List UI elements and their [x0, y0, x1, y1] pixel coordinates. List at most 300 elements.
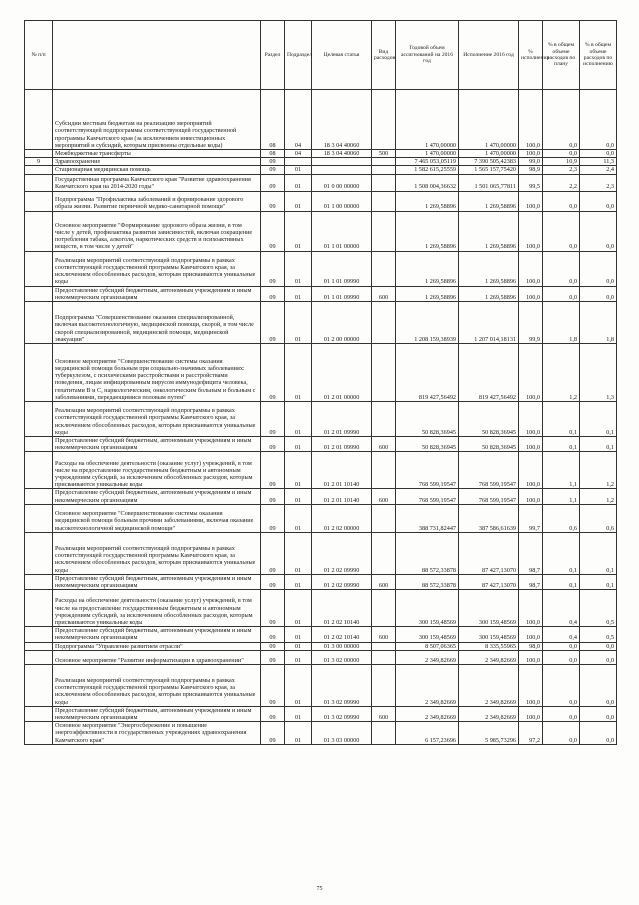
cell-razdel: 09 — [261, 158, 285, 166]
cell-name: Стационарная медицинская помощь — [53, 166, 261, 174]
cell-vid-rashodov: 600 — [372, 627, 396, 642]
cell-razdel: 09 — [261, 174, 285, 191]
cell-vid-rashodov — [372, 211, 396, 251]
cell-razdel: 09 — [261, 642, 285, 650]
cell-cel-statya — [312, 166, 372, 174]
cell-ispolnenie: 1 269,58896 — [459, 211, 519, 251]
cell-razdel: 09 — [261, 302, 285, 344]
cell-name: Субсидии местным бюджетам на реализацию мероприятий соответствующей подпрограммы соответствующей государственной программы Камчатского края (за исключением инвестиционных мероприятий и субсидий, которым присвоены отдельные коды) — [53, 90, 261, 150]
cell-ispolnenie: 1 269,58896 — [459, 286, 519, 301]
cell-plan: 6 157,23696 — [396, 722, 459, 745]
table-row — [25, 706, 617, 721]
cell-podrazdel: 01 — [285, 627, 312, 642]
cell-ispolnenie: 1 501 065,77811 — [459, 174, 519, 191]
cell-num — [25, 90, 53, 150]
cell-pct-isp-total: 0,1 — [580, 532, 617, 574]
cell-pct-isp-total: 0,5 — [580, 590, 617, 627]
cell-name: Подпрограмма "Профилактика заболеваний и формирование здорового образа жизни. Развитие первичной медико-санитарной помощи" — [53, 191, 261, 211]
cell-podrazdel: 01 — [285, 722, 312, 745]
table-row — [25, 191, 617, 211]
cell-vid-rashodov — [372, 344, 396, 402]
cell-plan: 88 572,33878 — [396, 532, 459, 574]
cell-plan: 300 159,48569 — [396, 590, 459, 627]
cell-pct-plan: 0,1 — [543, 402, 580, 437]
cell-plan: 1 470,00000 — [396, 90, 459, 150]
header-vid-rashodov: Вид расходов — [372, 21, 396, 90]
cell-pct-plan: 1,1 — [543, 452, 580, 489]
cell-pct-plan: 0,1 — [543, 574, 580, 589]
cell-cel-statya: 01 2 02 09990 — [312, 532, 372, 574]
cell-pct-plan: 2,3 — [543, 166, 580, 174]
cell-name: Основное мероприятие "Формирование здорового образа жизни, в том числе у детей, профилактика развития зависимостей, включая сокращение потребления табака, алкоголя, наркотических средств и психоактивных веществ, в том числе у детей" — [53, 211, 261, 251]
cell-vid-rashodov — [372, 90, 396, 150]
cell-num — [25, 722, 53, 745]
cell-podrazdel: 01 — [285, 642, 312, 650]
cell-podrazdel: 01 — [285, 706, 312, 721]
table-row — [25, 158, 617, 166]
cell-name: Основное мероприятие "Совершенствование системы оказания медицинской помощи больным при социально-значимых заболеваниях: туберкулезом, с психическими расстройствами и расстройствами поведения, лицам инфицированным вирусом иммунодефицита человека, гепатитами В и С, наркологическим, онкологическим больным и больным с заболеваниями, передающимися половым путем" — [53, 344, 261, 402]
cell-vid-rashodov: 600 — [372, 489, 396, 504]
cell-vid-rashodov — [372, 158, 396, 166]
cell-razdel: 09 — [261, 286, 285, 301]
cell-razdel: 09 — [261, 532, 285, 574]
cell-plan: 1 269,58896 — [396, 286, 459, 301]
cell-num — [25, 706, 53, 721]
cell-razdel: 09 — [261, 706, 285, 721]
table-row — [25, 402, 617, 437]
cell-cel-statya: 01 2 01 09990 — [312, 402, 372, 437]
cell-vid-rashodov — [372, 174, 396, 191]
cell-pct-isp-total: 2,4 — [580, 166, 617, 174]
cell-ispolnenie: 7 390 505,42383 — [459, 158, 519, 166]
cell-ispolnenie: 768 599,19547 — [459, 489, 519, 504]
cell-plan: 388 731,82447 — [396, 504, 459, 532]
cell-razdel: 09 — [261, 590, 285, 627]
cell-cel-statya: 18 3 04 40060 — [312, 150, 372, 158]
cell-name: Предоставление субсидий бюджетным, автономным учреждениям и иным некоммерческим организациям — [53, 574, 261, 589]
cell-name: Предоставление субсидий бюджетным, автономным учреждениям и иным некоммерческим организациям — [53, 286, 261, 301]
cell-plan: 819 427,56492 — [396, 344, 459, 402]
cell-razdel: 09 — [261, 650, 285, 664]
cell-name: Предоставление субсидий бюджетным, автономным учреждениям и иным некоммерческим организациям — [53, 489, 261, 504]
cell-pct-plan: 0,1 — [543, 437, 580, 452]
table-row — [25, 452, 617, 489]
cell-ispolnenie: 8 335,55965 — [459, 642, 519, 650]
cell-vid-rashodov — [372, 722, 396, 745]
cell-name: Межбюджетные трансферты — [53, 150, 261, 158]
cell-vid-rashodov — [372, 504, 396, 532]
cell-cel-statya: 01 2 00 00000 — [312, 302, 372, 344]
cell-vid-rashodov — [372, 590, 396, 627]
cell-name: Подпрограмма "Совершенствование оказания специализированной, включая высокотехнологичную, медицинской помощи, скорой, в том числе скорой специализированной, медицинской помощи, медицинской эвакуации" — [53, 302, 261, 344]
table-row — [25, 642, 617, 650]
cell-pct-isp: 99,0 — [519, 158, 543, 166]
cell-ispolnenie: 768 599,19547 — [459, 452, 519, 489]
cell-ispolnenie: 2 349,82669 — [459, 706, 519, 721]
cell-plan: 1 508 004,36632 — [396, 174, 459, 191]
budget-table — [24, 20, 617, 745]
cell-plan: 2 349,82669 — [396, 650, 459, 664]
cell-plan: 1 208 159,38939 — [396, 302, 459, 344]
cell-num — [25, 344, 53, 402]
cell-pct-isp: 100,0 — [519, 211, 543, 251]
cell-ispolnenie: 1 207 014,18131 — [459, 302, 519, 344]
cell-podrazdel: 04 — [285, 90, 312, 150]
cell-vid-rashodov — [372, 166, 396, 174]
cell-pct-plan: 0,0 — [543, 706, 580, 721]
header-ispolnenie: Исполнение 2016 год — [459, 21, 519, 90]
cell-name: Основное мероприятие "Энергосбережение и повышение энергоэффективности в государственных учреждениях здравоохранения Камчатского края" — [53, 722, 261, 745]
cell-cel-statya: 01 0 00 00000 — [312, 174, 372, 191]
cell-pct-isp: 99,9 — [519, 302, 543, 344]
cell-pct-plan: 0,0 — [543, 211, 580, 251]
cell-name: Реализация мероприятий соответствующей подпрограммы в рамках соответствующей государственной программы Камчатского края, за исключением обособленных расходов, которым присваиваются уникальные коды — [53, 664, 261, 706]
cell-razdel: 09 — [261, 627, 285, 642]
cell-pct-isp: 100,0 — [519, 344, 543, 402]
cell-cel-statya: 01 3 00 00000 — [312, 642, 372, 650]
cell-razdel: 09 — [261, 166, 285, 174]
header-podrazdel: Подраздел — [285, 21, 312, 90]
cell-pct-isp-total: 0,0 — [580, 90, 617, 150]
cell-pct-plan: 1,8 — [543, 302, 580, 344]
cell-pct-isp: 100,0 — [519, 402, 543, 437]
cell-plan: 50 828,36945 — [396, 437, 459, 452]
cell-pct-plan: 0,0 — [543, 90, 580, 150]
cell-pct-isp: 99,7 — [519, 504, 543, 532]
cell-plan: 768 599,19547 — [396, 452, 459, 489]
cell-num — [25, 211, 53, 251]
cell-pct-isp-total: 1,2 — [580, 489, 617, 504]
cell-cel-statya: 01 2 01 10140 — [312, 452, 372, 489]
cell-podrazdel: 01 — [285, 489, 312, 504]
cell-plan: 2 349,82669 — [396, 706, 459, 721]
cell-plan: 50 828,36945 — [396, 402, 459, 437]
cell-vid-rashodov: 600 — [372, 286, 396, 301]
header-cel-statya: Целевая статья — [312, 21, 372, 90]
cell-num — [25, 627, 53, 642]
table-row — [25, 174, 617, 191]
table-row — [25, 532, 617, 574]
cell-ispolnenie: 387 586,61639 — [459, 504, 519, 532]
cell-pct-isp: 100,0 — [519, 191, 543, 211]
cell-pct-isp-total: 1,3 — [580, 344, 617, 402]
cell-razdel: 09 — [261, 437, 285, 452]
cell-cel-statya: 01 1 01 09990 — [312, 286, 372, 301]
table-body — [25, 90, 617, 745]
cell-num — [25, 489, 53, 504]
cell-name: Здравоохранение — [53, 158, 261, 166]
cell-pct-isp: 100,0 — [519, 437, 543, 452]
cell-cel-statya: 01 3 02 09990 — [312, 706, 372, 721]
cell-vid-rashodov — [372, 191, 396, 211]
header-name — [53, 21, 261, 90]
cell-ispolnenie: 1 565 157,75420 — [459, 166, 519, 174]
cell-cel-statya: 01 2 02 10140 — [312, 590, 372, 627]
cell-pct-plan: 0,1 — [543, 532, 580, 574]
cell-cel-statya: 01 3 02 09990 — [312, 664, 372, 706]
cell-name: Основное мероприятие "Развитие информатизации в здравоохранении" — [53, 650, 261, 664]
table-row — [25, 344, 617, 402]
cell-podrazdel: 01 — [285, 574, 312, 589]
cell-ispolnenie: 300 159,48569 — [459, 590, 519, 627]
table-row — [25, 489, 617, 504]
header-pct-plan: % в общем объеме расходов по плану — [543, 21, 580, 90]
cell-ispolnenie: 1 470,00000 — [459, 150, 519, 158]
cell-podrazdel: 01 — [285, 650, 312, 664]
cell-cel-statya: 01 3 03 00000 — [312, 722, 372, 745]
cell-podrazdel: 01 — [285, 664, 312, 706]
cell-vid-rashodov — [372, 664, 396, 706]
cell-ispolnenie: 87 427,13070 — [459, 574, 519, 589]
cell-name: Подпрограмма "Управление развитием отрасли" — [53, 642, 261, 650]
cell-pct-isp-total: 0,6 — [580, 504, 617, 532]
cell-cel-statya: 01 2 02 00000 — [312, 504, 372, 532]
cell-vid-rashodov — [372, 452, 396, 489]
table-row — [25, 286, 617, 301]
cell-name: Предоставление субсидий бюджетным, автономным учреждениям и иным некоммерческим организациям — [53, 706, 261, 721]
cell-name: Основное мероприятие "Совершенствование системы оказания медицинской помощи больным прочими заболеваниями, включая оказание высокотехнологичной медицинской помощи" — [53, 504, 261, 532]
header-num: № п/п — [25, 21, 53, 90]
cell-pct-isp: 100,0 — [519, 627, 543, 642]
cell-ispolnenie: 50 828,36945 — [459, 437, 519, 452]
cell-razdel: 08 — [261, 90, 285, 150]
cell-razdel: 09 — [261, 344, 285, 402]
cell-pct-plan: 0,0 — [543, 286, 580, 301]
cell-pct-plan: 0,0 — [543, 650, 580, 664]
table-row — [25, 437, 617, 452]
cell-ispolnenie: 50 828,36945 — [459, 402, 519, 437]
cell-vid-rashodov: 600 — [372, 574, 396, 589]
table-row — [25, 590, 617, 627]
table-row — [25, 302, 617, 344]
header-pct-isp: % исполнения — [519, 21, 543, 90]
cell-pct-plan: 1,2 — [543, 344, 580, 402]
cell-razdel: 09 — [261, 574, 285, 589]
cell-num: 9 — [25, 158, 53, 166]
cell-plan: 1 582 615,25559 — [396, 166, 459, 174]
cell-pct-isp: 99,5 — [519, 174, 543, 191]
cell-pct-isp-total: 11,3 — [580, 158, 617, 166]
table-row — [25, 650, 617, 664]
cell-pct-isp-total: 0,0 — [580, 150, 617, 158]
table-row — [25, 574, 617, 589]
cell-cel-statya: 01 2 02 10140 — [312, 627, 372, 642]
cell-cel-statya: 01 1 01 09990 — [312, 251, 372, 286]
cell-pct-plan: 0,0 — [543, 251, 580, 286]
cell-pct-isp: 98,9 — [519, 166, 543, 174]
cell-pct-isp-total: 0,0 — [580, 722, 617, 745]
cell-num — [25, 302, 53, 344]
cell-podrazdel: 01 — [285, 174, 312, 191]
cell-pct-isp: 100,0 — [519, 664, 543, 706]
cell-pct-isp: 100,0 — [519, 489, 543, 504]
table-row — [25, 722, 617, 745]
cell-podrazdel: 01 — [285, 590, 312, 627]
cell-razdel: 09 — [261, 504, 285, 532]
cell-pct-isp-total: 0,5 — [580, 627, 617, 642]
cell-pct-isp: 100,0 — [519, 150, 543, 158]
cell-num — [25, 452, 53, 489]
cell-num — [25, 286, 53, 301]
cell-podrazdel: 01 — [285, 344, 312, 402]
cell-vid-rashodov: 600 — [372, 437, 396, 452]
cell-num — [25, 504, 53, 532]
cell-plan: 1 269,58896 — [396, 191, 459, 211]
cell-pct-isp-total: 0,1 — [580, 574, 617, 589]
cell-cel-statya: 01 3 02 00000 — [312, 650, 372, 664]
cell-pct-plan: 10,9 — [543, 158, 580, 166]
cell-num — [25, 650, 53, 664]
table-row — [25, 166, 617, 174]
cell-num — [25, 174, 53, 191]
cell-podrazdel: 01 — [285, 402, 312, 437]
cell-ispolnenie: 1 269,58896 — [459, 251, 519, 286]
header-plan: Годовой объем ассигнований на 2016 год — [396, 21, 459, 90]
cell-podrazdel: 01 — [285, 302, 312, 344]
cell-pct-isp: 100,0 — [519, 452, 543, 489]
cell-pct-isp-total: 0,0 — [580, 650, 617, 664]
cell-pct-isp: 100,0 — [519, 251, 543, 286]
cell-vid-rashodov — [372, 650, 396, 664]
cell-num — [25, 642, 53, 650]
cell-pct-plan: 0,0 — [543, 642, 580, 650]
cell-pct-isp: 100,0 — [519, 286, 543, 301]
cell-ispolnenie: 87 427,13070 — [459, 532, 519, 574]
cell-pct-isp-total: 1,8 — [580, 302, 617, 344]
cell-podrazdel: 01 — [285, 504, 312, 532]
cell-pct-plan: 0,0 — [543, 664, 580, 706]
cell-ispolnenie: 1 269,58896 — [459, 191, 519, 211]
cell-podrazdel: 01 — [285, 191, 312, 211]
cell-num — [25, 574, 53, 589]
cell-pct-plan: 1,1 — [543, 489, 580, 504]
cell-num — [25, 402, 53, 437]
cell-pct-isp-total: 1,2 — [580, 452, 617, 489]
cell-cel-statya: 01 1 00 00000 — [312, 191, 372, 211]
cell-razdel: 09 — [261, 452, 285, 489]
cell-ispolnenie: 2 349,82669 — [459, 664, 519, 706]
cell-pct-isp: 98,0 — [519, 642, 543, 650]
table-row — [25, 90, 617, 150]
cell-cel-statya: 01 2 01 00000 — [312, 344, 372, 402]
cell-razdel: 09 — [261, 402, 285, 437]
cell-podrazdel: 01 — [285, 452, 312, 489]
cell-vid-rashodov — [372, 402, 396, 437]
cell-plan: 2 349,82669 — [396, 664, 459, 706]
cell-cel-statya — [312, 158, 372, 166]
cell-name: Реализация мероприятий соответствующей подпрограммы в рамках соответствующей государственной программы Камчатского края, за исключением обособленных расходов, которым присваиваются уникальные коды — [53, 532, 261, 574]
page-number: 75 — [316, 886, 323, 892]
cell-name: Реализация мероприятий соответствующей подпрограммы в рамках соответствующей государственной программы Камчатского края, за исключением обособленных расходов, которым присваиваются уникальные коды — [53, 402, 261, 437]
cell-plan: 7 465 053,05119 — [396, 158, 459, 166]
cell-podrazdel: 01 — [285, 437, 312, 452]
cell-name: Государственная программа Камчатского края "Развитие здравоохранения Камчатского края на 2014-2020 годы" — [53, 174, 261, 191]
cell-razdel: 09 — [261, 489, 285, 504]
cell-ispolnenie: 1 470,00000 — [459, 90, 519, 150]
cell-num — [25, 590, 53, 627]
cell-pct-plan: 0,6 — [543, 504, 580, 532]
cell-plan: 1 269,58896 — [396, 211, 459, 251]
cell-plan: 768 599,19547 — [396, 489, 459, 504]
header-pct-isp-total: % в общем объеме расходов по исполнению — [580, 21, 617, 90]
cell-ispolnenie: 300 159,48569 — [459, 627, 519, 642]
cell-vid-rashodov — [372, 532, 396, 574]
cell-pct-isp-total: 0,0 — [580, 191, 617, 211]
cell-plan: 8 507,06365 — [396, 642, 459, 650]
cell-pct-isp: 98,7 — [519, 532, 543, 574]
cell-pct-plan: 0,0 — [543, 722, 580, 745]
cell-ispolnenie: 5 985,73296 — [459, 722, 519, 745]
cell-pct-isp: 100,0 — [519, 90, 543, 150]
cell-pct-plan: 0,0 — [543, 191, 580, 211]
cell-pct-isp-total: 0,1 — [580, 437, 617, 452]
cell-plan: 1 269,58896 — [396, 251, 459, 286]
cell-cel-statya: 01 1 01 00000 — [312, 211, 372, 251]
cell-razdel: 09 — [261, 722, 285, 745]
cell-vid-rashodov — [372, 642, 396, 650]
cell-cel-statya: 01 2 01 10140 — [312, 489, 372, 504]
cell-podrazdel: 01 — [285, 211, 312, 251]
cell-razdel: 09 — [261, 211, 285, 251]
cell-pct-isp-total: 0,0 — [580, 251, 617, 286]
cell-name: Расходы на обеспечение деятельности (оказание услуг) учреждений, в том числе на предоставление государственным бюджетным и автономным учреждениям субсидий, за исключением обособленных расходов, которым присваиваются уникальные коды — [53, 452, 261, 489]
cell-ispolnenie: 819 427,56492 — [459, 344, 519, 402]
cell-razdel: 09 — [261, 191, 285, 211]
cell-name: Реализация мероприятий соответствующей подпрограммы в рамках соответствующей государственной программы Камчатского края, за исключением обособленных расходов, которым присваиваются уникальные коды — [53, 251, 261, 286]
cell-cel-statya: 01 2 01 09990 — [312, 437, 372, 452]
header-razdel: Раздел — [261, 21, 285, 90]
cell-podrazdel: 01 — [285, 251, 312, 286]
cell-cel-statya: 18 3 04 40060 — [312, 90, 372, 150]
cell-num — [25, 150, 53, 158]
cell-pct-isp-total: 2,3 — [580, 174, 617, 191]
cell-podrazdel: 04 — [285, 150, 312, 158]
cell-pct-isp-total: 0,1 — [580, 402, 617, 437]
cell-num — [25, 166, 53, 174]
cell-pct-plan: 2,2 — [543, 174, 580, 191]
cell-pct-isp-total: 0,0 — [580, 706, 617, 721]
cell-ispolnenie: 2 349,82669 — [459, 650, 519, 664]
table-row — [25, 150, 617, 158]
cell-pct-isp-total: 0,0 — [580, 286, 617, 301]
cell-plan: 88 572,33878 — [396, 574, 459, 589]
cell-name: Расходы на обеспечение деятельности (оказание услуг) учреждений, в том числе на предоставление государственным бюджетным и автономным учреждениям субсидий, за исключением обособленных расходов, которым присваиваются уникальные коды — [53, 590, 261, 627]
cell-razdel: 09 — [261, 664, 285, 706]
cell-plan: 1 470,00000 — [396, 150, 459, 158]
cell-pct-isp: 100,0 — [519, 706, 543, 721]
cell-num — [25, 437, 53, 452]
cell-podrazdel: 01 — [285, 286, 312, 301]
cell-pct-isp: 100,0 — [519, 590, 543, 627]
cell-num — [25, 664, 53, 706]
cell-podrazdel — [285, 158, 312, 166]
cell-pct-plan: 0,0 — [543, 150, 580, 158]
cell-num — [25, 251, 53, 286]
cell-vid-rashodov: 500 — [372, 150, 396, 158]
cell-num — [25, 191, 53, 211]
table-row — [25, 251, 617, 286]
cell-pct-isp: 100,0 — [519, 650, 543, 664]
cell-num — [25, 532, 53, 574]
cell-cel-statya: 01 2 02 09990 — [312, 574, 372, 589]
cell-name: Предоставление субсидий бюджетным, автономным учреждениям и иным некоммерческим организациям — [53, 627, 261, 642]
cell-podrazdel: 01 — [285, 532, 312, 574]
table-row — [25, 664, 617, 706]
cell-razdel: 08 — [261, 150, 285, 158]
cell-pct-plan: 0,4 — [543, 590, 580, 627]
cell-razdel: 09 — [261, 251, 285, 286]
cell-podrazdel: 01 — [285, 166, 312, 174]
